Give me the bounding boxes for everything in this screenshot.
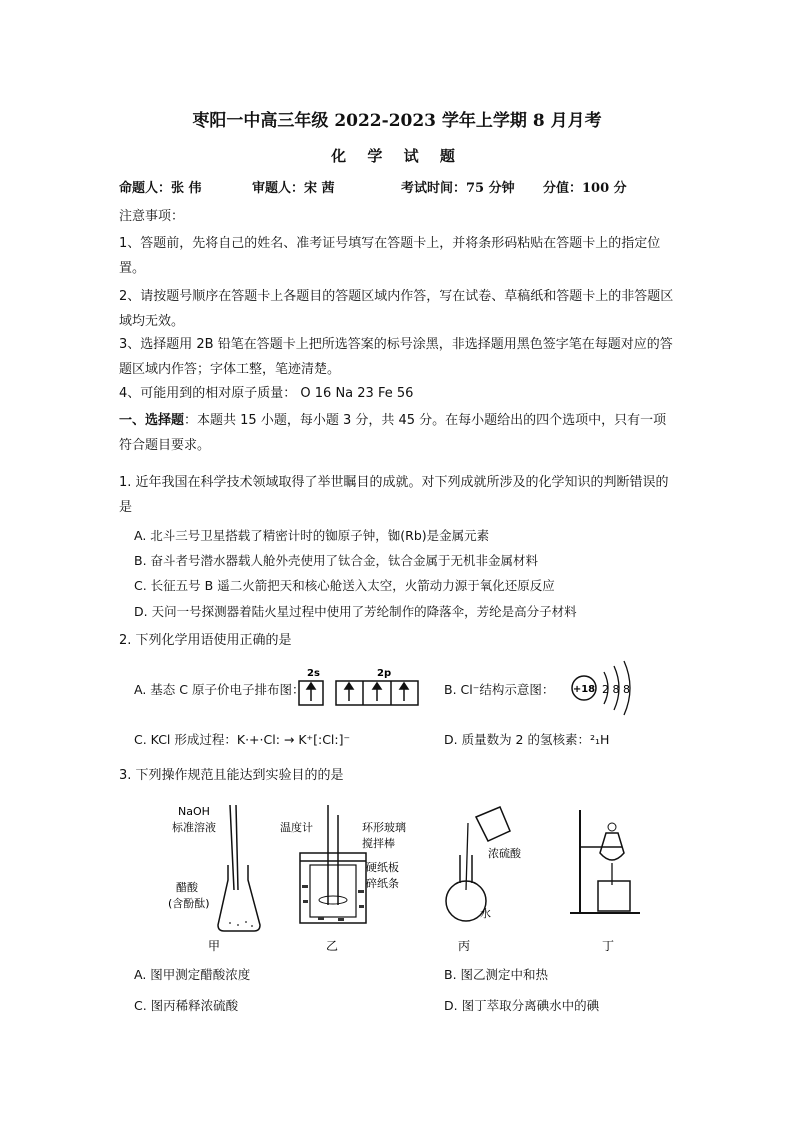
orbital-diagram <box>296 666 426 712</box>
q1-stem: 1. 近年我国在科学技术领域取得了举世瞩目的成就。对下列成就所涉及的化学知识的判断错误的是 <box>119 475 669 515</box>
note-4: 4、可能用到的相对原子质量： O 16 Na 23 Fe 56 <box>119 386 414 401</box>
figure-jia-titration <box>168 805 278 955</box>
fig-yi-caption: 乙 <box>326 939 339 953</box>
q2-option-c <box>134 727 350 752</box>
nucleus-charge: +18 <box>572 684 596 695</box>
fig-yi-label-ring: 环形玻璃 <box>362 821 406 834</box>
score-label: 分值：100 分 <box>543 181 627 196</box>
fig-yi-label-thermometer: 温度计 <box>280 821 313 834</box>
q1-option-a: A. 北斗三号卫星搭载了精密计时的铷原子钟，铷(Rb)是金属元素 <box>134 528 490 543</box>
orbital-2s-label: 2s <box>307 668 320 679</box>
figure-ding-separatory-funnel <box>570 805 650 955</box>
fig-yi-label-stirrer: 搅拌棒 <box>362 837 395 850</box>
kcl-formation-formula: K·+·Cl: → K⁺[:Cl:]⁻ <box>236 732 351 747</box>
time-label: 考试时间：75 分钟 <box>401 181 515 196</box>
note-2: 2、请按题号顺序在答题卡上各题目的答题区域内作答，写在试卷、草稿纸和答题卡上的非答题区域均无效。 <box>119 289 674 329</box>
q3-option-d: D. 图丁萃取分离碘水中的碘 <box>444 998 600 1013</box>
fig-jia-label-solution: 标准溶液 <box>172 821 216 834</box>
q2-option-d-label: D. 质量数为 2 的氢核素： <box>444 732 590 747</box>
fig-ding-caption: 丁 <box>602 939 615 953</box>
section-1-label: 一、选择题 <box>119 413 185 428</box>
q1-option-d: D. 天问一号探测器着陆火星过程中使用了芳纶制作的降落伞，芳纶是高分子材料 <box>134 604 577 619</box>
note-3: 3、选择题用 2B 铅笔在答题卡上把所选答案的标号涂黑，非选择题用黑色签字笔在每题对应的答题区域内作答；字体工整，笔迹清楚。 <box>119 337 673 377</box>
q2-option-c-label: C. KCl 形成过程： <box>134 732 237 747</box>
fig-bing-caption: 丙 <box>458 939 471 953</box>
fig-jia-label-acetic-acid: 醋酸 <box>176 881 198 894</box>
section-1-intro <box>119 408 679 458</box>
q3-stem: 3. 下列操作规范且能达到实验目的的是 <box>119 768 344 783</box>
fig-yi-label-paper: 碎纸条 <box>366 877 399 890</box>
q1-option-c: C. 长征五号 B 遥二火箭把天和核心舱送入太空，火箭动力源于氧化还原反应 <box>134 578 555 593</box>
chloride-structure-diagram <box>568 658 640 718</box>
q2-option-a: A. 基态 C 原子价电子排布图： <box>134 682 305 697</box>
q2-stem: 2. 下列化学用语使用正确的是 <box>119 633 292 648</box>
deuterium-formula: ²₁H <box>589 732 610 747</box>
fig-jia-caption: 甲 <box>208 939 221 953</box>
q2-option-b: B. Cl⁻结构示意图： <box>444 682 555 697</box>
note-1: 1、答题前，先将自己的姓名、准考证号填写在答题卡上，并将条形码粘贴在答题卡上的指定位置。 <box>119 236 661 276</box>
reviewer-label: 审题人：宋 茜 <box>252 181 335 196</box>
fig-jia-label-phenolphthalein: (含酚酞) <box>168 897 210 910</box>
figure-yi-calorimeter <box>278 805 428 955</box>
page-title: 枣阳一中高三年级 2022-2023 学年上学期 8 月月考 <box>192 111 602 131</box>
fig-bing-label-acid: 浓硫酸 <box>488 847 521 860</box>
q3-option-a: A. 图甲测定醋酸浓度 <box>134 967 251 982</box>
electron-shells: 2 8 8 <box>602 683 630 696</box>
section-1-text: ：本题共 15 小题，每小题 3 分，共 45 分。在每小题给出的四个选项中，只有一项符合题目要求。 <box>119 413 667 453</box>
page-subtitle: 化 学 试 题 <box>331 147 463 165</box>
fig-yi-label-board: 硬纸板 <box>366 861 399 874</box>
fig-bing-label-water: 水 <box>480 907 491 920</box>
notes-heading: 注意事项： <box>119 209 185 224</box>
q3-option-c: C. 图丙稀释浓硫酸 <box>134 998 239 1013</box>
author-label: 命题人：张 伟 <box>119 181 202 196</box>
orbital-2p-label: 2p <box>377 668 392 679</box>
q1-option-b: B. 奋斗者号潜水器载人舱外壳使用了钛合金，钛合金属于无机非金属材料 <box>134 553 539 568</box>
fig-jia-label-naoh: NaOH <box>178 805 210 818</box>
q3-option-b: B. 图乙测定中和热 <box>444 967 549 982</box>
figure-bing-dilution <box>440 805 550 955</box>
q2-option-d <box>444 727 609 752</box>
